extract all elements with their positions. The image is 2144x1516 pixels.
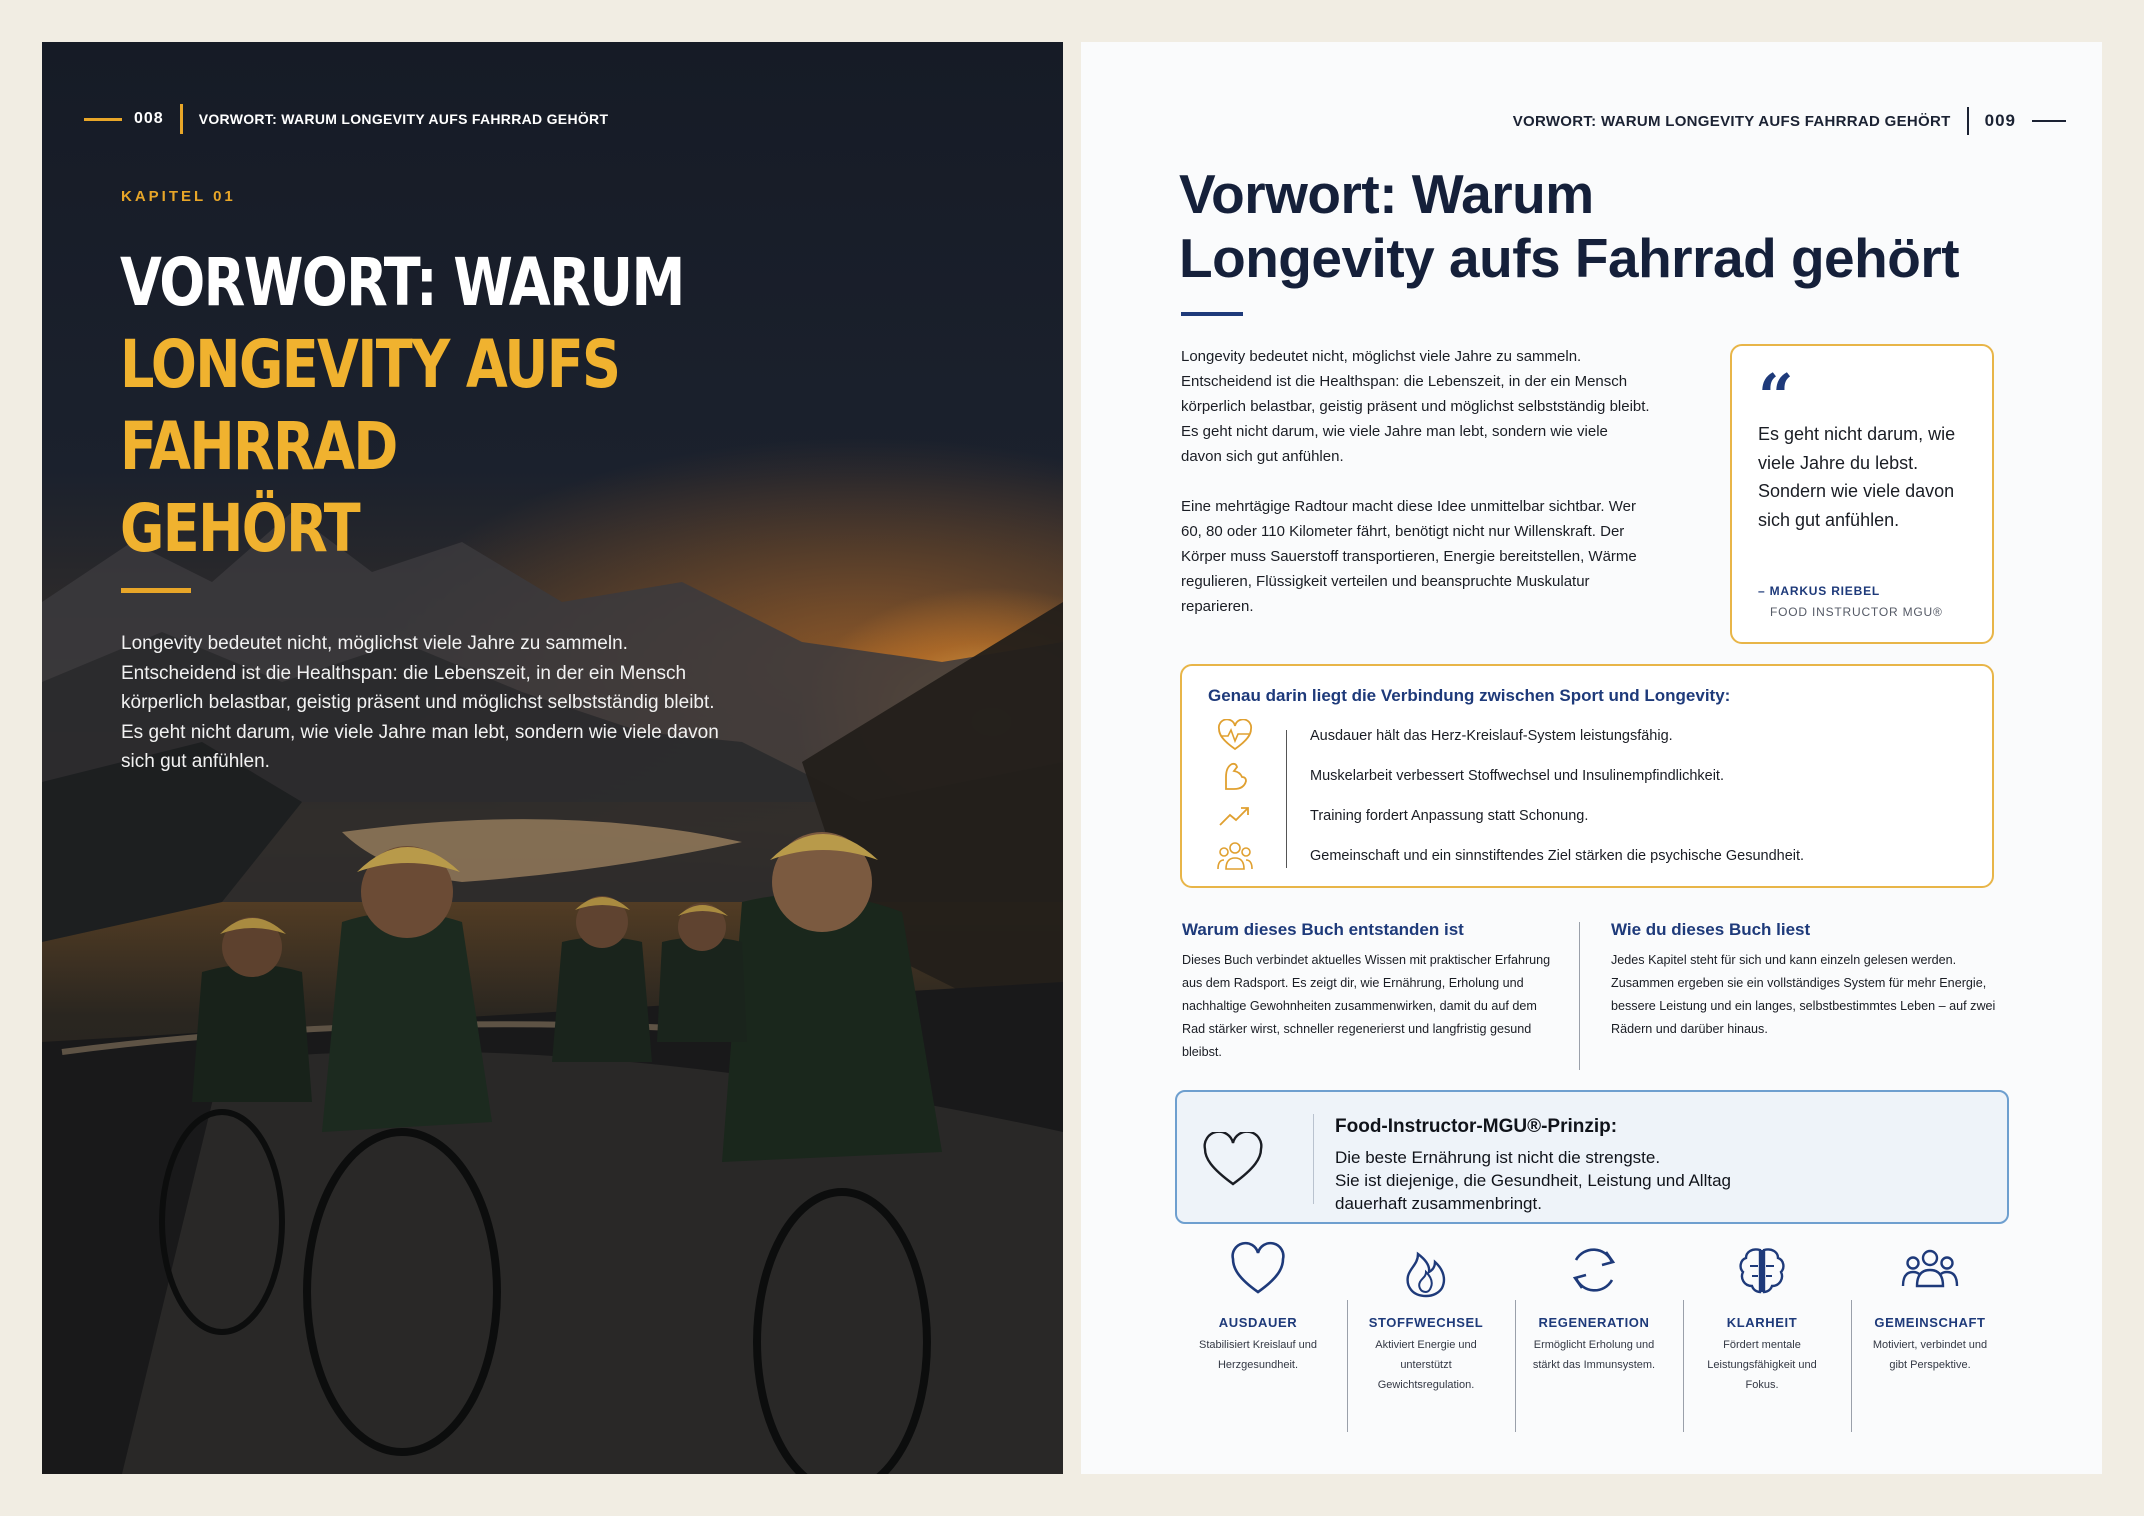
principle-title: Food-Instructor-MGU®-Prinzip:: [1335, 1116, 1618, 1137]
pillar-title: KLARHEIT: [1726, 1315, 1798, 1330]
pillar-stoffwechsel: [1343, 1240, 1509, 1436]
brain-icon: [1732, 1240, 1792, 1300]
quote-mark-icon: “: [1758, 360, 1794, 433]
group-icon: [1900, 1240, 1960, 1300]
header-divider: [180, 104, 183, 134]
pillar-desc: Aktiviert Energie und unterstützt Gewichtsregulation.: [1375, 1339, 1477, 1391]
body-paragraph-1: Longevity bedeutet nicht, möglichst viele Jahre zu sammeln. Entscheidend ist die Healthspan: die Lebenszeit, in der ein Mensch körperlich belastbar, geistig präsent und möglichst selbstständig bleibt. Es geht nicht darum, wie viele Jahre man lebt, sondern wie viele davon sich gut anfühlen.: [1181, 348, 1650, 465]
why-book-text: Dieses Buch verbindet aktuelles Wissen mit praktischer Erfahrung aus dem Radsport. Es zeigt dir, wie Ernährung, Erholung und nachhaltige Gewohnheiten zusammenwirken, damit du auf dem Rad stärker wirst, schneller regenerierst und langfristig gesund bleibst.: [1182, 953, 1551, 1059]
pillar-title: GEMEINSCHAFT: [1874, 1315, 1986, 1330]
title-rule: [1181, 312, 1243, 316]
page-number: 008: [134, 110, 164, 127]
body-text: [1181, 344, 1651, 619]
connection-heading: Genau darin liegt die Verbindung zwischen Sport und Longevity:: [1208, 686, 1731, 705]
pillar-desc: Motiviert, verbindet und gibt Perspektive.: [1872, 1339, 1988, 1371]
column-divider: [1579, 922, 1580, 1070]
principle-divider: [1313, 1114, 1314, 1204]
left-page: [42, 42, 1063, 1474]
quote-author: – MARKUS RIEBEL: [1758, 584, 1881, 598]
connection-item-text: Ausdauer hält das Herz-Kreislauf-System leistungsfähig.: [1310, 728, 1673, 744]
quote-text: Es geht nicht darum, wie viele Jahre du lebst. Sondern wie viele davon sich gut anfühlen.: [1758, 424, 1956, 530]
how-read-text: Jedes Kapitel steht für sich und kann einzeln gelesen werden. Zusammen ergeben sie ein vollständiges System für mehr Energie, bessere Leistung und ein langes, selbstbestimmtes Leben – auf zwei Rädern und darüber hinaus.: [1611, 953, 1996, 1036]
how-read-heading: Wie du dieses Buch liest: [1611, 920, 1811, 939]
connection-box: [1180, 664, 1994, 888]
page-title-line2: Longevity aufs Fahrrad gehört: [1179, 227, 1960, 289]
quote-role: FOOD INSTRUCTOR MGU®: [1770, 605, 1943, 619]
running-header-right: [1513, 106, 2066, 136]
principle-line-2: Sie ist diejenige, die Gesundheit, Leistung und Alltag: [1335, 1171, 1731, 1190]
header-divider: [1967, 107, 1969, 135]
heart-pulse-icon: [1216, 719, 1254, 753]
page-title: [1179, 162, 1959, 290]
principle-box: [1175, 1090, 2009, 1224]
right-page: [1081, 42, 2102, 1474]
chapter-title-line2: LONGEVITY AUFS FAHRRAD: [120, 326, 620, 485]
running-header-left: [84, 104, 608, 134]
connection-item-text: Muskelarbeit verbessert Stoffwechsel und Insulinempfindlichkeit.: [1310, 768, 1724, 784]
principle-text: [1335, 1146, 1935, 1215]
why-book-heading: Warum dieses Buch entstanden ist: [1182, 920, 1464, 939]
connection-item-text: Gemeinschaft und ein sinnstiftendes Ziel stärken die psychische Gesundheit.: [1310, 848, 1805, 864]
chapter-title-line3: GEHÖRT: [120, 490, 360, 567]
pillar-desc: Stabilisiert Kreislauf und Herzgesundheit.: [1198, 1339, 1317, 1371]
running-title: VORWORT: WARUM LONGEVITY AUFS FAHRRAD GEHÖRT: [198, 111, 609, 127]
body-paragraph-2: Eine mehrtägige Radtour macht diese Idee unmittelbar sichtbar. Wer 60, 80 oder 110 Kilometer fährt, benötigt nicht nur Willenskraft. Der Körper muss Sauerstoff transportieren, Energie bereitstellen, Wärme regulieren, Flüssigkeit verteilen und beanspruchte Muskulatur reparieren.: [1181, 498, 1637, 615]
running-title: VORWORT: WARUM LONGEVITY AUFS FAHRRAD GEHÖRT: [1512, 112, 1951, 130]
community-icon: [1216, 839, 1254, 873]
intro-paragraph: Longevity bedeutet nicht, möglichst viele Jahre zu sammeln. Entscheidend ist die Healthspan: die Lebenszeit, in der ein Mensch körperlich belastbar, geistig präsent und möglichst selbstständig bleibt. Es geht nicht darum, wie viele Jahre man lebt, sondern wie viele davon sich gut anfühlen.: [121, 633, 719, 772]
header-dash: [84, 118, 122, 121]
connection-item-text: Training fordert Anpassung statt Schonung.: [1310, 808, 1589, 824]
chapter-title: [120, 242, 694, 570]
page-title-line1: Vorwort: Warum: [1179, 163, 1594, 225]
pillar-ausdauer: [1175, 1240, 1341, 1436]
principle-line-3: dauerhaft zusammenbringt.: [1335, 1194, 1542, 1213]
principle-line-1: Die beste Ernährung ist nicht die strengste.: [1335, 1148, 1661, 1167]
pillar-title: STOFFWECHSEL: [1368, 1315, 1484, 1330]
connection-item: [1216, 798, 1976, 834]
page-number: 009: [1984, 111, 2016, 130]
heart-icon: [1201, 1132, 1265, 1188]
trend-up-icon: [1216, 799, 1254, 833]
chapter-label: KAPITEL 01: [121, 188, 236, 205]
muscle-arm-icon: [1216, 759, 1254, 793]
heart-icon: [1228, 1240, 1288, 1300]
flame-icon: [1396, 1240, 1456, 1300]
pillar-regeneration: [1511, 1240, 1677, 1436]
accent-rule: [121, 588, 191, 593]
pillar-row: [1175, 1240, 2009, 1436]
pillar-desc: Fördert mentale Leistungsfähigkeit und Fokus.: [1707, 1339, 1817, 1391]
header-dash: [2032, 120, 2066, 122]
connection-item: [1216, 838, 1976, 874]
connection-item: [1216, 758, 1976, 794]
quote-box: [1730, 344, 1994, 644]
pillar-gemeinschaft: [1847, 1240, 2013, 1436]
connection-item: [1216, 718, 1976, 754]
chapter-title-line1: VORWORT: WARUM: [120, 244, 684, 321]
pillar-klarheit: [1679, 1240, 1845, 1436]
pillar-desc: Ermöglicht Erholung und stärkt das Immunsystem.: [1532, 1339, 1656, 1371]
pillar-title: AUSDAUER: [1218, 1315, 1298, 1330]
cycle-arrows-icon: [1564, 1240, 1624, 1300]
pillar-title: REGENERATION: [1538, 1315, 1650, 1330]
